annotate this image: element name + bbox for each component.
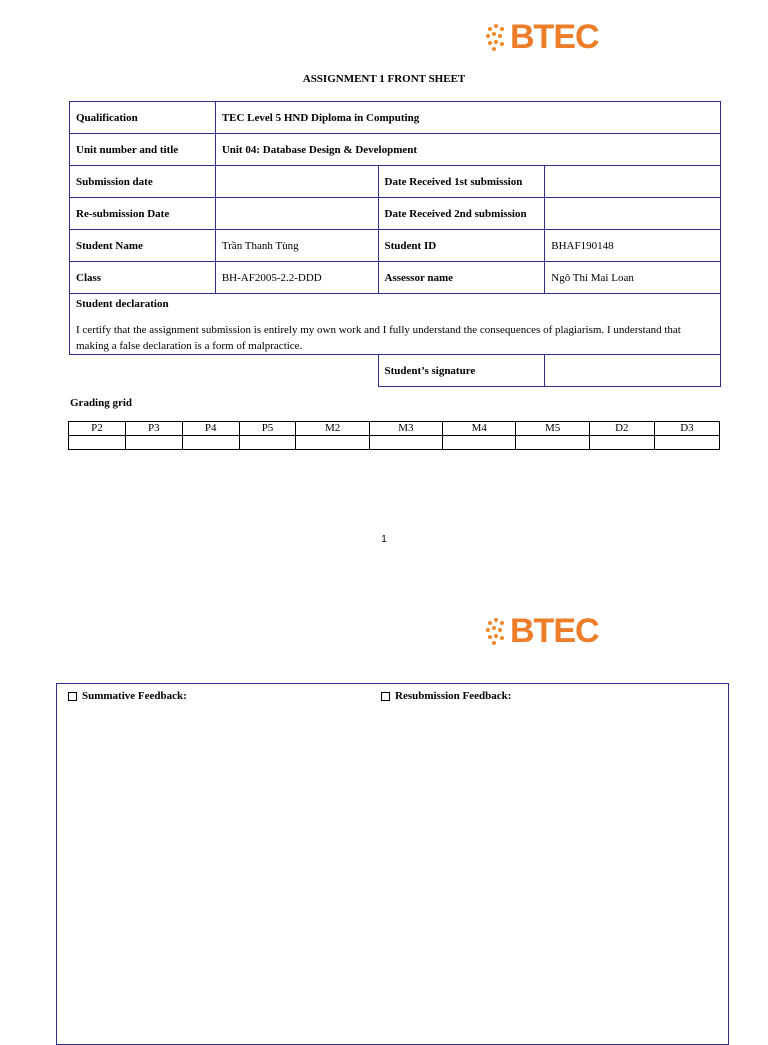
summative-feedback-label: Summative Feedback: bbox=[82, 690, 187, 702]
signature-row bbox=[70, 355, 721, 387]
logo-dots-icon bbox=[486, 22, 508, 52]
assessor-label: Assessor name bbox=[378, 262, 545, 294]
qualification-label: Qualification bbox=[70, 102, 216, 134]
unit-value: Unit 04: Database Design & Development bbox=[215, 134, 720, 166]
checkbox-icon[interactable] bbox=[381, 692, 390, 701]
resubmission-date-label: Re-submission Date bbox=[70, 198, 216, 230]
resubmission-date-field[interactable] bbox=[215, 198, 378, 230]
student-name-value[interactable]: Trần Thanh Tùng bbox=[215, 230, 378, 262]
btec-logo bbox=[486, 614, 599, 648]
date-received-2-label: Date Received 2nd submission bbox=[378, 198, 545, 230]
student-id-value[interactable]: BHAF190148 bbox=[545, 230, 721, 262]
btec-logo bbox=[486, 20, 599, 54]
front-sheet-table bbox=[69, 101, 721, 387]
qualification-value: TEC Level 5 HND Diploma in Computing bbox=[215, 102, 720, 134]
class-value[interactable]: BH-AF2005-2.2-DDD bbox=[215, 262, 378, 294]
grade-header: P4 bbox=[182, 422, 239, 436]
page-title: ASSIGNMENT 1 FRONT SHEET bbox=[302, 73, 466, 85]
declaration-text: I certify that the assignment submission is entirely my own work and I fully understand the consequences of plagiarism. I understand that making a false declaration is a form of malpractice. bbox=[76, 324, 681, 352]
date-received-2-field[interactable] bbox=[545, 198, 721, 230]
grade-header: M4 bbox=[443, 422, 516, 436]
resubmission-feedback-label: Resubmission Feedback: bbox=[395, 690, 512, 702]
qualification-row bbox=[70, 102, 721, 134]
grade-cell[interactable] bbox=[296, 436, 369, 450]
grading-header-row bbox=[69, 422, 720, 436]
resubmission-feedback[interactable] bbox=[381, 690, 511, 702]
student-row bbox=[70, 230, 721, 262]
student-name-label: Student Name bbox=[70, 230, 216, 262]
signature-spacer bbox=[70, 355, 379, 387]
date-received-1-field[interactable] bbox=[545, 166, 721, 198]
grade-header: M3 bbox=[369, 422, 442, 436]
page-number: 1 bbox=[381, 534, 387, 545]
grading-grid bbox=[68, 421, 720, 450]
grade-cell[interactable] bbox=[443, 436, 516, 450]
grade-cell[interactable] bbox=[69, 436, 126, 450]
declaration-row bbox=[70, 294, 721, 355]
grade-header: D2 bbox=[589, 422, 654, 436]
logo-dots-icon bbox=[486, 616, 508, 646]
unit-label: Unit number and title bbox=[70, 134, 216, 166]
assessor-value[interactable]: Ngô Thi Mai Loan bbox=[545, 262, 721, 294]
grade-cell[interactable] bbox=[182, 436, 239, 450]
grade-cell[interactable] bbox=[516, 436, 589, 450]
summative-feedback[interactable] bbox=[68, 690, 187, 702]
grade-header: P3 bbox=[125, 422, 182, 436]
grade-header: P2 bbox=[69, 422, 126, 436]
grading-grid-label: Grading grid bbox=[70, 397, 133, 409]
checkbox-icon[interactable] bbox=[68, 692, 77, 701]
grade-cell[interactable] bbox=[654, 436, 719, 450]
submission-date-field[interactable] bbox=[215, 166, 378, 198]
declaration-title: Student declaration bbox=[76, 298, 169, 310]
logo-text: BTEC bbox=[510, 18, 599, 56]
class-label: Class bbox=[70, 262, 216, 294]
grade-cell[interactable] bbox=[239, 436, 296, 450]
grade-cell[interactable] bbox=[589, 436, 654, 450]
grading-value-row bbox=[69, 436, 720, 450]
grade-cell[interactable] bbox=[369, 436, 442, 450]
date-received-1-label: Date Received 1st submission bbox=[378, 166, 545, 198]
resubmission-row bbox=[70, 198, 721, 230]
signature-label: Student’s signature bbox=[378, 355, 545, 387]
grade-cell[interactable] bbox=[125, 436, 182, 450]
submission-date-label: Submission date bbox=[70, 166, 216, 198]
signature-field[interactable] bbox=[545, 355, 721, 387]
grade-header: M2 bbox=[296, 422, 369, 436]
grade-header: D3 bbox=[654, 422, 719, 436]
student-id-label: Student ID bbox=[378, 230, 545, 262]
submission-row bbox=[70, 166, 721, 198]
unit-row bbox=[70, 134, 721, 166]
declaration-cell bbox=[70, 294, 721, 355]
class-row bbox=[70, 262, 721, 294]
logo-text: BTEC bbox=[510, 612, 599, 650]
grade-header: P5 bbox=[239, 422, 296, 436]
feedback-box bbox=[56, 683, 729, 1045]
grade-header: M5 bbox=[516, 422, 589, 436]
